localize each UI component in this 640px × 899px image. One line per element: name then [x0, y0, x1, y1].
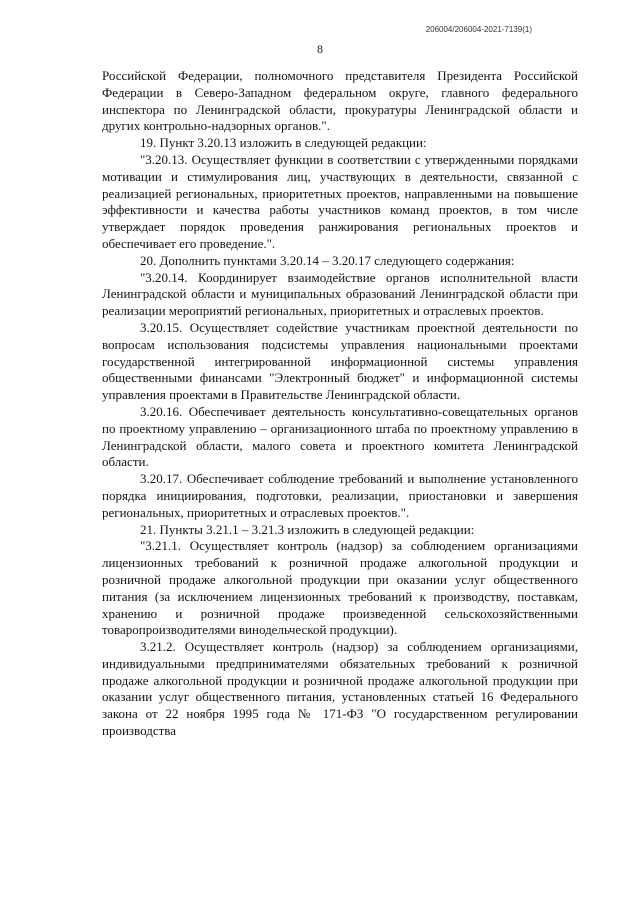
paragraph-item-19: 19. Пункт 3.20.13 изложить в следующей редакции: [140, 135, 427, 151]
paragraph-3-21-2: 3.21.2. Осуществляет контроль (надзор) за соблюдением организациями, индивидуальными предпринимателями обязательных требований к розничной продаже алкогольной продукции и розничной продаже алкогольной продукции при оказании услуг общественного питания, установленных статьей 16 Федерального закона от 22 ноября 1995 года № 171-ФЗ "О государственном регулировании производства [102, 639, 578, 739]
paragraph-continuation: Российской Федерации, полномочного представителя Президента Российской Федерации в Северо-Западном федеральном округе, главного федерального инспектора по Ленинградской области, прокуратуры Ленинградской области и других контрольно-надзорных органов.". [102, 68, 578, 134]
paragraph-item-20: 20. Дополнить пунктами 3.20.14 – 3.20.17 следующего содержания: [140, 252, 515, 268]
paragraph-3-20-14: "3.20.14. Координирует взаимодействие органов исполнительной власти Ленинградской области и муниципальных образований Ленинградской области при реализации мероприятий региональных, приоритетных и отраслевых проектов. [102, 269, 578, 319]
page-number: 8 [317, 42, 323, 56]
paragraph-3-20-17: 3.20.17. Обеспечивает соблюдение требований и выполнение установленного порядка инициирования, подготовки, реализации, приостановки и завершения региональных, приоритетных и отраслевых проектов.". [102, 471, 578, 520]
paragraph-3-20-16: 3.20.16. Обеспечивает деятельность консультативно-совещательных органов по проектному управлению – организационного штаба по проектному управлению в Ленинградской области, малого совета и проектного комитета Ленинградской области. [102, 403, 578, 470]
document-id: 206004/206004-2021-7139(1) [425, 25, 532, 34]
paragraph-3-20-15: 3.20.15. Осуществляет содействие участникам проектной деятельности по вопросам использования подсистемы управления национальными проектами государственной интегрированной информационной системы управления общественными финансами "Электронный бюджет" и информационной системы управления проектами в Правительстве Ленинградской области. [102, 319, 578, 403]
paragraph-item-21: 21. Пункты 3.21.1 – 3.21.3 изложить в следующей редакции: [140, 521, 475, 537]
paragraph-3-21-1: "3.21.1. Осуществляет контроль (надзор) за соблюдением организациями лицензионных требований к розничной продаже алкогольной продукции и розничной продаже алкогольной продукции при оказании услуг общественного питания (за исключением лицензионных требований к производству, поставкам, хранению и розничной продаже произведенной сельскохозяйственными товаропроизводителями винодельческой продукции). [102, 538, 578, 638]
paragraph-3-20-13: "3.20.13. Осуществляет функции в соответствии с утвержденными порядками мотивации и стимулирования лиц, участвующих в деятельности, связанной с реализацией региональных, приоритетных проектов, направленными на повышение эффективности и качества работы участников команд проектов, в том числе утверждает порядок проведения ранжирования региональных проектов и обеспечивает его проведение.". [102, 151, 578, 251]
document-body [102, 68, 578, 740]
